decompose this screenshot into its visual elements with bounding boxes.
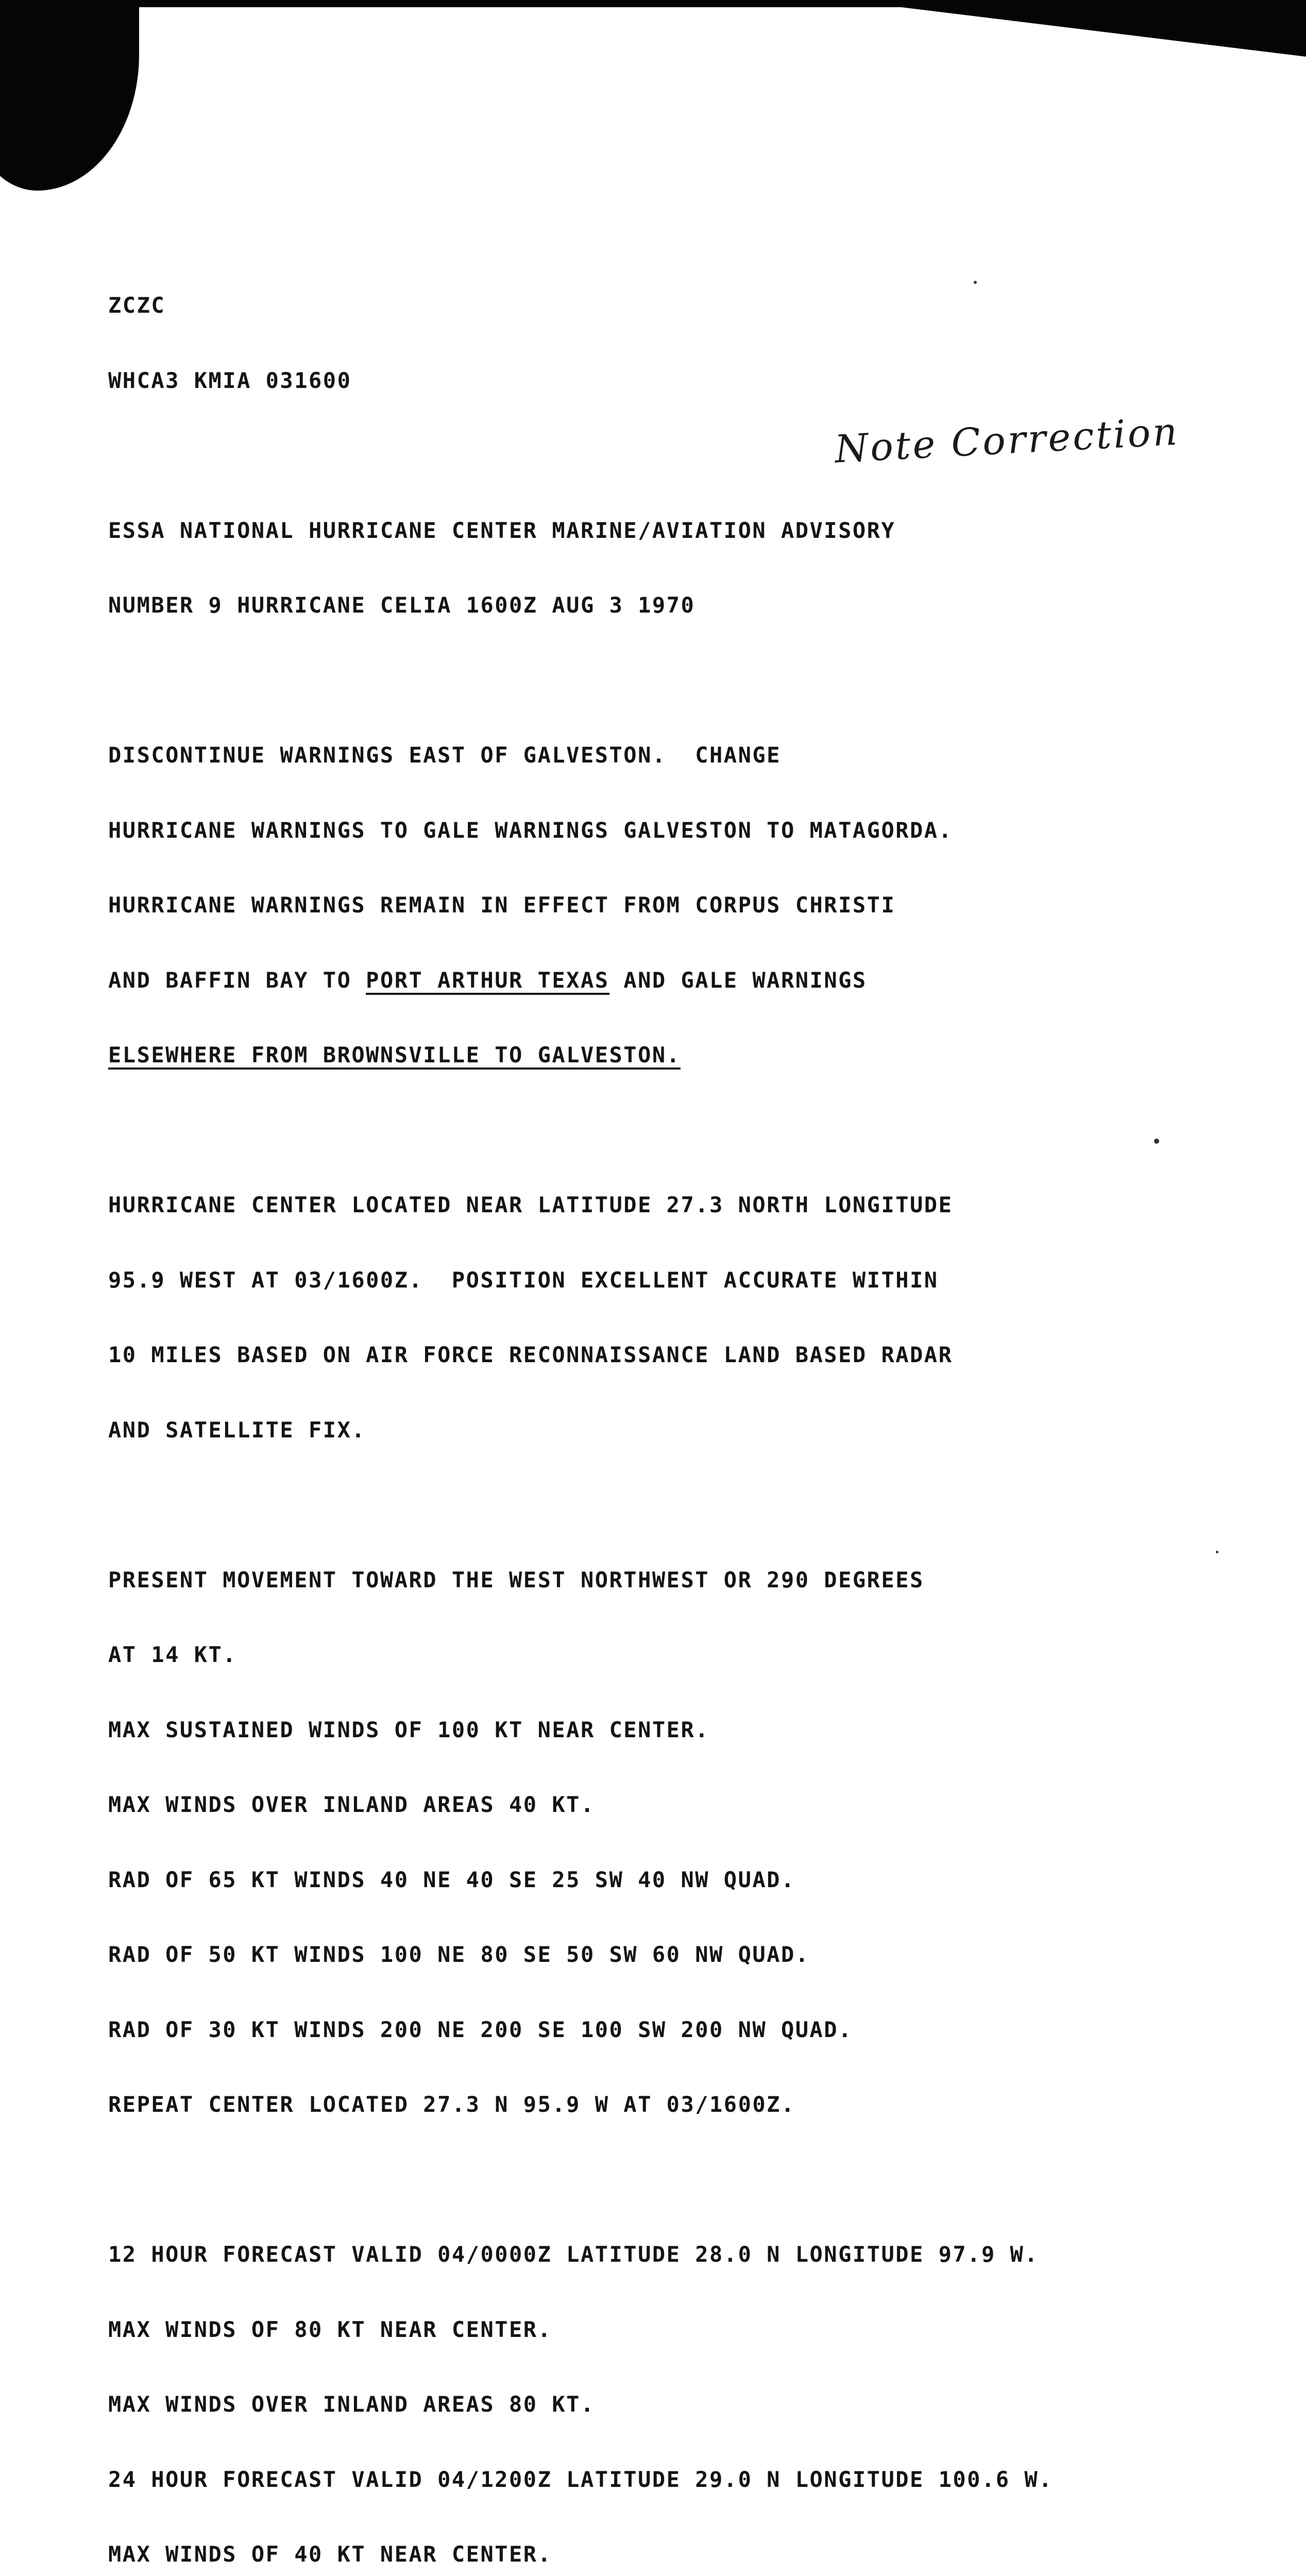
warnings-text: AND GALE WARNINGS	[609, 967, 867, 993]
teletype-document	[108, 143, 1149, 2576]
advisory-title: ESSA NATIONAL HURRICANE CENTER MARINE/AVIATION ADVISORY	[108, 517, 896, 543]
movement-line: REPEAT CENTER LOCATED 27.3 N 95.9 W AT 03/1600Z.	[108, 2092, 795, 2117]
warnings-line: DISCONTINUE WARNINGS EAST OF GALVESTON. CHANGE	[108, 742, 781, 768]
location-line: 10 MILES BASED ON AIR FORCE RECONNAISSANCE LAND BASED RADAR	[108, 1342, 953, 1367]
warnings-line	[108, 1043, 1149, 1068]
warnings-text: AND BAFFIN BAY TO	[108, 967, 366, 993]
advisory-message	[108, 243, 1149, 2576]
movement-line: RAD OF 50 KT WINDS 100 NE 80 SE 50 SW 60 NW QUAD.	[108, 1942, 810, 1967]
location-line: AND SATELLITE FIX.	[108, 1417, 366, 1443]
forecast-line: 12 HOUR FORECAST VALID 04/0000Z LATITUDE 28.0 N LONGITUDE 97.9 W.	[108, 2242, 1039, 2267]
movement-line: RAD OF 65 KT WINDS 40 NE 40 SE 25 SW 40 NW QUAD.	[108, 1867, 795, 1892]
movement-line: MAX WINDS OVER INLAND AREAS 40 KT.	[108, 1792, 595, 1817]
forecast-line: MAX WINDS OVER INLAND AREAS 80 KT.	[108, 2392, 595, 2417]
warnings-line: HURRICANE WARNINGS TO GALE WARNINGS GALVESTON TO MATAGORDA.	[108, 817, 953, 843]
handwritten-note: Note Correction	[834, 409, 1180, 472]
movement-line: RAD OF 30 KT WINDS 200 NE 200 SE 100 SW 200 NW QUAD.	[108, 2016, 853, 2042]
message-header-line: ZCZC	[108, 293, 166, 318]
scan-shadow-right	[842, 0, 1306, 57]
forecast-line: MAX WINDS OF 40 KT NEAR CENTER.	[108, 2541, 552, 2567]
underlined-text: ELSEWHERE FROM BROWNSVILLE TO GALVESTON.	[108, 1042, 681, 1070]
movement-line: MAX SUSTAINED WINDS OF 100 KT NEAR CENTER.	[108, 1717, 710, 1742]
warnings-line: HURRICANE WARNINGS REMAIN IN EFFECT FROM CORPUS CHRISTI	[108, 892, 896, 918]
message-header-line: WHCA3 KMIA 031600	[108, 367, 352, 393]
underlined-text: PORT ARTHUR TEXAS	[366, 968, 609, 995]
location-line: 95.9 WEST AT 03/1600Z. POSITION EXCELLENT ACCURATE WITHIN	[108, 1267, 939, 1293]
advisory-title: NUMBER 9 HURRICANE CELIA 1600Z AUG 3 1970	[108, 592, 696, 618]
location-line: HURRICANE CENTER LOCATED NEAR LATITUDE 27.3 NORTH LONGITUDE	[108, 1192, 953, 1217]
forecast-line: MAX WINDS OF 80 KT NEAR CENTER.	[108, 2316, 552, 2342]
scan-speck	[1154, 1139, 1159, 1144]
movement-line: PRESENT MOVEMENT TOWARD THE WEST NORTHWEST OR 290 DEGREES	[108, 1567, 924, 1592]
warnings-line	[108, 968, 1149, 993]
forecast-line: 24 HOUR FORECAST VALID 04/1200Z LATITUDE 29.0 N LONGITUDE 100.6 W.	[108, 2466, 1053, 2492]
scan-speck	[1216, 1551, 1218, 1553]
movement-line: AT 14 KT.	[108, 1642, 238, 1667]
